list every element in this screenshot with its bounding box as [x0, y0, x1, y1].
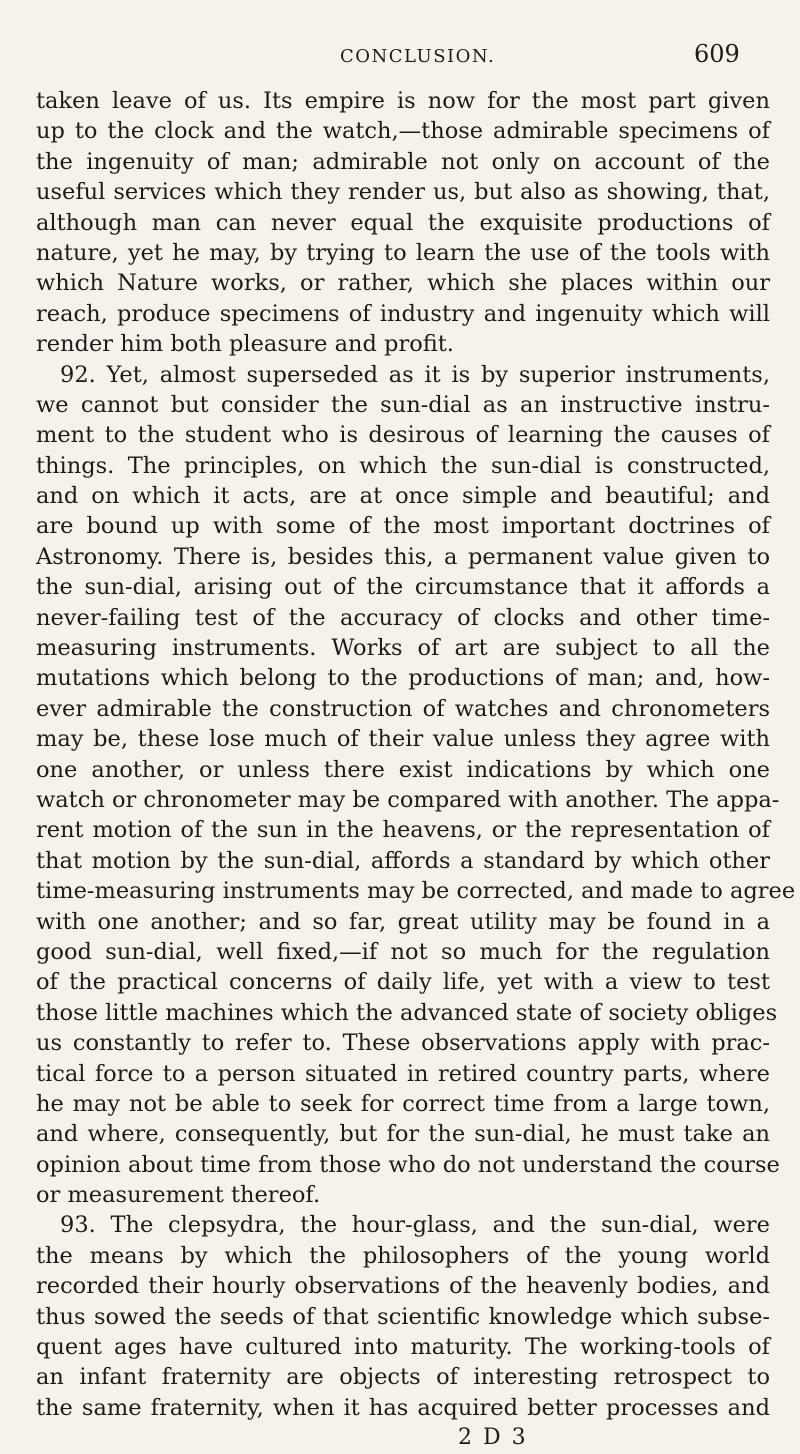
text-line: ever admirable the construction of watches and chronometers	[36, 695, 770, 722]
signature-mark: 2 D 3	[458, 1425, 528, 1451]
text-line: render him both pleasure and profit.	[36, 331, 454, 358]
running-head	[0, 40, 800, 74]
text-line: time-measuring instruments may be corrected, and made to agree	[36, 878, 796, 905]
text-line: which Nature works, or rather, which she places within our	[36, 270, 770, 297]
text-line: the sun-dial, arising out of the circumstance that it affords a	[36, 574, 770, 601]
text-line: mutations which belong to the productions of man; and, how-	[36, 665, 770, 692]
text-line: those little machines which the advanced state of society obliges	[36, 999, 778, 1026]
text-line: rent motion of the sun in the heavens, or the representation of	[36, 817, 770, 844]
text-line: one another, or unless there exist indications by which one	[36, 756, 770, 783]
text-line: an infant fraternity are objects of interesting retrospect to	[36, 1364, 770, 1391]
paragraph-92-start: 92. Yet, almost superseded as it is by superior instruments,	[60, 361, 770, 388]
text-line: us constantly to refer to. These observations apply with prac-	[36, 1030, 770, 1057]
text-line: are bound up with some of the most important doctrines of	[36, 513, 770, 540]
running-title: CONCLUSION.	[340, 46, 496, 67]
text-line: up to the clock and the watch,—those admirable specimens of	[36, 118, 770, 145]
text-line: and on which it acts, are at once simple and beautiful; and	[36, 483, 770, 510]
text-line: thus sowed the seeds of that scientific knowledge which subse-	[36, 1303, 770, 1330]
text-line: the ingenuity of man; admirable not only on account of the	[36, 148, 770, 175]
text-line: tical force to a person situated in retired country parts, where	[36, 1060, 770, 1087]
text-line: never-failing test of the accuracy of clocks and other time-	[36, 604, 770, 631]
text-line: the same fraternity, when it has acquired better processes and	[36, 1394, 770, 1421]
text-line: although man can never equal the exquisite productions of	[36, 209, 770, 236]
text-line: may be, these lose much of their value unless they agree with	[36, 726, 770, 753]
text-line: he may not be able to seek for correct time from a large town,	[36, 1090, 770, 1117]
text-line: Astronomy. There is, besides this, a permanent value given to	[36, 543, 770, 570]
text-line: the means by which the philosophers of the young world	[36, 1242, 770, 1269]
text-line: nature, yet he may, by trying to learn the use of the tools with	[36, 239, 770, 266]
text-line: and where, consequently, but for the sun-dial, he must take an	[36, 1121, 770, 1148]
text-line: opinion about time from those who do not understand the course	[36, 1151, 780, 1178]
text-line: we cannot but consider the sun-dial as an instructive instru-	[36, 391, 770, 418]
text-line: or measurement thereof.	[36, 1182, 321, 1209]
page-number: 609	[694, 40, 740, 68]
paragraph-93-start: 93. The clepsydra, the hour-glass, and the sun-dial, were	[60, 1212, 770, 1239]
text-line: good sun-dial, well fixed,—if not so much for the regulation	[36, 938, 770, 965]
text-line: measuring instruments. Works of art are subject to all the	[36, 635, 770, 662]
text-line: quent ages have cultured into maturity. The working-tools of	[36, 1334, 770, 1361]
text-line: reach, produce specimens of industry and ingenuity which will	[36, 300, 770, 327]
text-line: of the practical concerns of daily life, yet with a view to test	[36, 969, 770, 996]
text-line: taken leave of us. Its empire is now for the most part given	[36, 88, 770, 114]
text-line: recorded their hourly observations of the heavenly bodies, and	[36, 1273, 770, 1300]
text-line: watch or chronometer may be compared with another. The appa-	[36, 786, 780, 813]
text-line: things. The principles, on which the sun-dial is constructed,	[36, 452, 770, 479]
body-text	[36, 86, 796, 1454]
text-line: with one another; and so far, great utility may be found in a	[36, 908, 770, 935]
text-line: ment to the student who is desirous of learning the causes of	[36, 422, 770, 449]
text-line: useful services which they render us, but also as showing, that,	[36, 179, 770, 206]
text-line: that motion by the sun-dial, affords a standard by which other	[36, 847, 770, 874]
